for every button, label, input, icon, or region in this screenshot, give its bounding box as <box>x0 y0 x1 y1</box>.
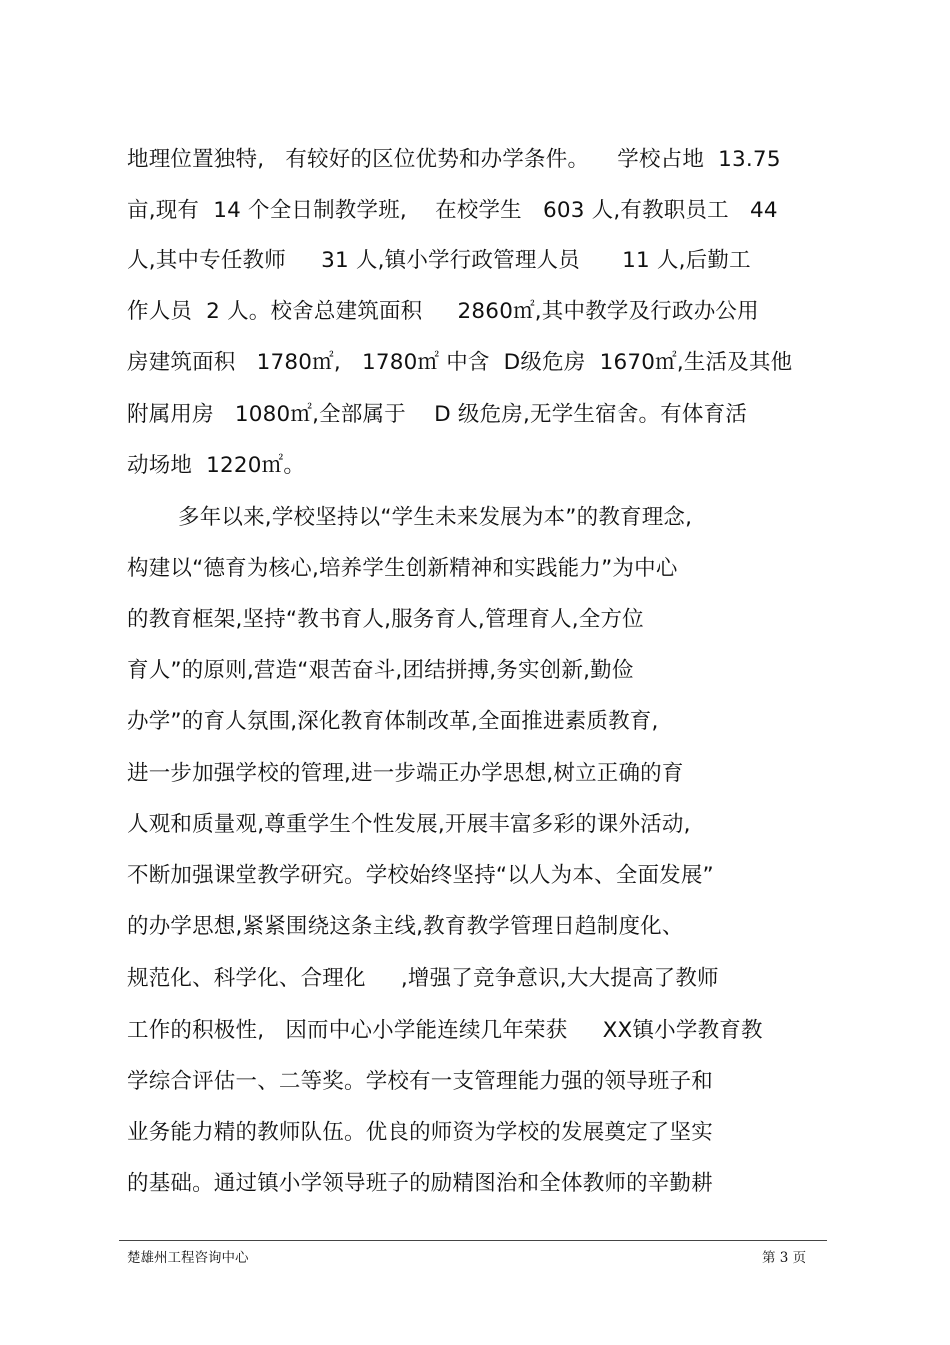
body-line-4: 作人员 2 人。校舍总建筑面积 2860㎡,其中教学及行政办公用 <box>127 299 759 324</box>
footer-organization: 楚雄州工程咨询中心 <box>127 1250 249 1266</box>
body-line-14: 人观和质量观,尊重学生个性发展,开展丰富多彩的课外活动, <box>127 812 691 837</box>
body-line-8: 多年以来,学校坚持以“学生未来发展为本”的教育理念, <box>178 505 693 530</box>
footer-divider <box>119 1240 827 1241</box>
body-line-3: 人,其中专任教师 31 人,镇小学行政管理人员 11 人,后勤工 <box>127 248 751 273</box>
body-line-7: 动场地 1220㎡。 <box>127 453 306 478</box>
body-line-18: 工作的积极性, 因而中心小学能连续几年荣获 XX镇小学教育教 <box>127 1018 763 1043</box>
body-line-5: 房建筑面积 1780㎡, 1780㎡ 中含 D级危房 1670㎡,生活及其他 <box>127 350 793 375</box>
body-line-1: 地理位置独特, 有较好的区位优势和办学条件。 学校占地 13.75 <box>127 147 781 172</box>
body-line-11: 育人”的原则,营造“艰苦奋斗,团结拼搏,务实创新,勤俭 <box>127 658 634 683</box>
body-line-17: 规范化、科学化、合理化 ,增强了竞争意识,大大提高了教师 <box>127 966 719 991</box>
body-line-15: 不断加强课堂教学研究。学校始终坚持“以人为本、全面发展” <box>127 863 714 888</box>
footer-page-number: 第 3 页 <box>762 1250 807 1266</box>
body-line-2: 亩,现有 14 个全日制教学班, 在校学生 603 人,有教职员工 44 <box>127 198 778 223</box>
body-line-20: 业务能力精的教师队伍。优良的师资为学校的发展奠定了坚实 <box>127 1120 713 1145</box>
body-line-16: 的办学思想,紧紧围绕这条主线,教育教学管理日趋制度化、 <box>127 914 684 939</box>
body-line-21: 的基础。通过镇小学领导班子的励精图治和全体教师的辛勤耕 <box>127 1171 713 1196</box>
body-line-9: 构建以“德育为核心,培养学生创新精神和实践能力”为中心 <box>127 556 678 581</box>
body-line-6: 附属用房 1080㎡,全部属于 D 级危房,无学生宿舍。有体育活 <box>127 402 748 427</box>
body-line-10: 的教育框架,坚持“教书育人,服务育人,管理育人,全方位 <box>127 607 644 632</box>
body-line-19: 学综合评估一、二等奖。学校有一支管理能力强的领导班子和 <box>127 1069 713 1094</box>
body-line-13: 进一步加强学校的管理,进一步端正办学思想,树立正确的育 <box>127 761 684 786</box>
body-line-12: 办学”的育人氛围,深化教育体制改革,全面推进素质教育, <box>127 709 659 734</box>
